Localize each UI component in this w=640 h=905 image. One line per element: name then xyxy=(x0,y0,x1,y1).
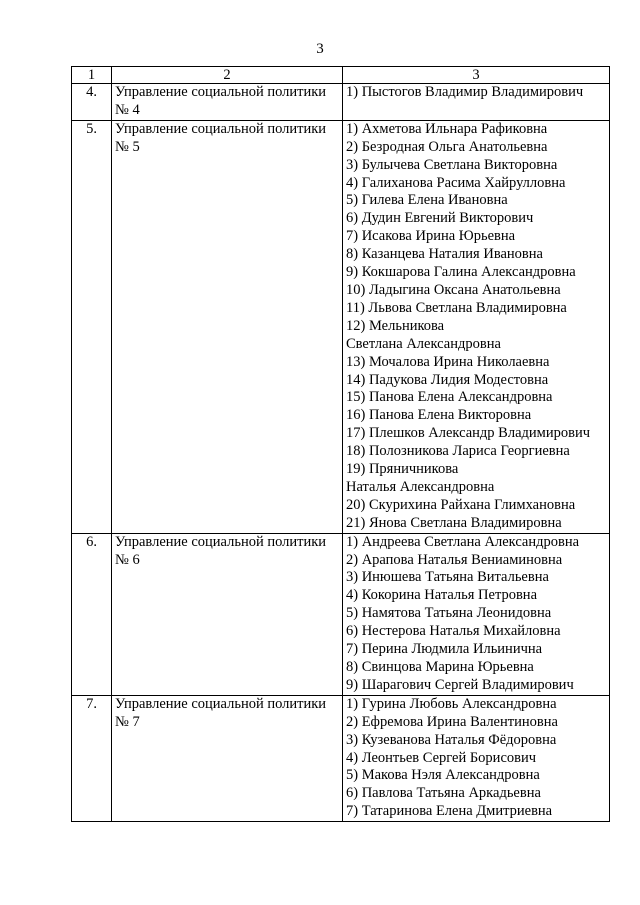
list-item: 7) Татаринова Елена Дмитриевна xyxy=(346,803,553,820)
list-item: 3) Булычева Светлана Викторовна xyxy=(346,156,558,173)
list-item: 6) Дудин Евгений Викторович xyxy=(346,210,534,227)
list-item: 5) Гилева Елена Ивановна xyxy=(346,192,508,209)
row-number: 4. xyxy=(72,84,112,121)
list-item: 14) Падукова Лидия Модестовна xyxy=(346,371,549,388)
department-name: Управление социальной политики № 7 xyxy=(112,695,343,821)
staff-list xyxy=(343,695,610,821)
list-item: 20) Скурихина Райхана Глимхановна xyxy=(346,496,576,513)
list-item: 9) Кокшарова Галина Александровна xyxy=(346,264,576,281)
list-item: 8) Свинцова Марина Юрьевна xyxy=(346,659,534,675)
list-item: 8) Казанцева Наталия Ивановна xyxy=(346,246,543,263)
list-item: 19) Пряничникова xyxy=(346,461,459,478)
list-item: 4) Галиханова Расима Хайрулловна xyxy=(346,174,566,191)
list-item: Светлана Александровна xyxy=(346,335,501,352)
list-item: 6) Нестерова Наталья Михайловна xyxy=(346,623,561,640)
list-item: 2) Арапова Наталья Вениаминовна xyxy=(346,551,563,568)
list-item: 2) Ефремова Ирина Валентиновна xyxy=(346,713,558,730)
list-item: 7) Перина Людмила Ильинична xyxy=(346,641,543,658)
list-item: 1) Ахметова Ильнара Рафиковна xyxy=(346,120,548,137)
list-item: 21) Янова Светлана Владимировна xyxy=(346,514,562,531)
list-item: 17) Плешков Александр Владимирович xyxy=(346,425,590,442)
list-item: 3) Инюшева Татьяна Витальевна xyxy=(346,569,549,586)
header-col-2: 2 xyxy=(112,67,343,84)
list-item: 1) Гурина Любовь Александровна xyxy=(346,695,557,712)
list-item: 12) Мельникова xyxy=(346,317,445,334)
list-item: 11) Львова Светлана Владимировна xyxy=(346,299,567,316)
department-name: Управление социальной политики № 5 xyxy=(112,120,343,533)
list-item: 5) Намятова Татьяна Леонидовна xyxy=(346,605,552,622)
list-item: Наталья Александровна xyxy=(346,478,495,495)
header-col-1: 1 xyxy=(72,67,112,84)
list-item: 6) Павлова Татьяна Аркадьевна xyxy=(346,785,541,802)
table-row xyxy=(72,533,610,695)
list-item: 2) Безродная Ольга Анатольевна xyxy=(346,138,548,155)
table-row xyxy=(72,695,610,821)
table-header xyxy=(72,67,610,84)
list-item: 18) Полозникова Лариса Георгиевна xyxy=(346,443,570,460)
staff-list xyxy=(343,84,610,121)
list-item: 4) Кокорина Наталья Петровна xyxy=(346,587,538,604)
table-row xyxy=(72,84,610,121)
list-item: 5) Макова Нэля Александровна xyxy=(346,767,540,784)
header-row xyxy=(72,67,610,84)
page-number: 3 xyxy=(316,41,324,57)
list-item: 4) Леонтьев Сергей Борисович xyxy=(346,749,537,766)
list-item: 1) Пыстогов Владимир Владимирович xyxy=(346,84,584,100)
header-col-3: 3 xyxy=(343,67,610,84)
row-number: 6. xyxy=(72,533,112,695)
list-item: 10) Ладыгина Оксана Анатольевна xyxy=(346,281,561,298)
staff-list xyxy=(343,120,610,533)
row-number: 5. xyxy=(72,120,112,533)
list-item: 9) Шарагович Сергей Владимирович xyxy=(346,676,574,693)
table-row xyxy=(72,120,610,533)
staff-table xyxy=(71,66,610,822)
list-item: 15) Панова Елена Александровна xyxy=(346,389,553,406)
department-name: Управление социальной политики № 6 xyxy=(112,533,343,695)
table-body xyxy=(72,84,610,822)
list-item: 7) Исакова Ирина Юрьевна xyxy=(346,228,516,245)
row-number: 7. xyxy=(72,695,112,821)
department-name: Управление социальной политики № 4 xyxy=(112,84,343,121)
list-item: 13) Мочалова Ирина Николаевна xyxy=(346,353,550,370)
list-item: 1) Андреева Светлана Александровна xyxy=(346,533,580,550)
list-item: 3) Кузеванова Наталья Фёдоровна xyxy=(346,731,557,748)
staff-list xyxy=(343,533,610,695)
list-item: 16) Панова Елена Викторовна xyxy=(346,407,532,424)
